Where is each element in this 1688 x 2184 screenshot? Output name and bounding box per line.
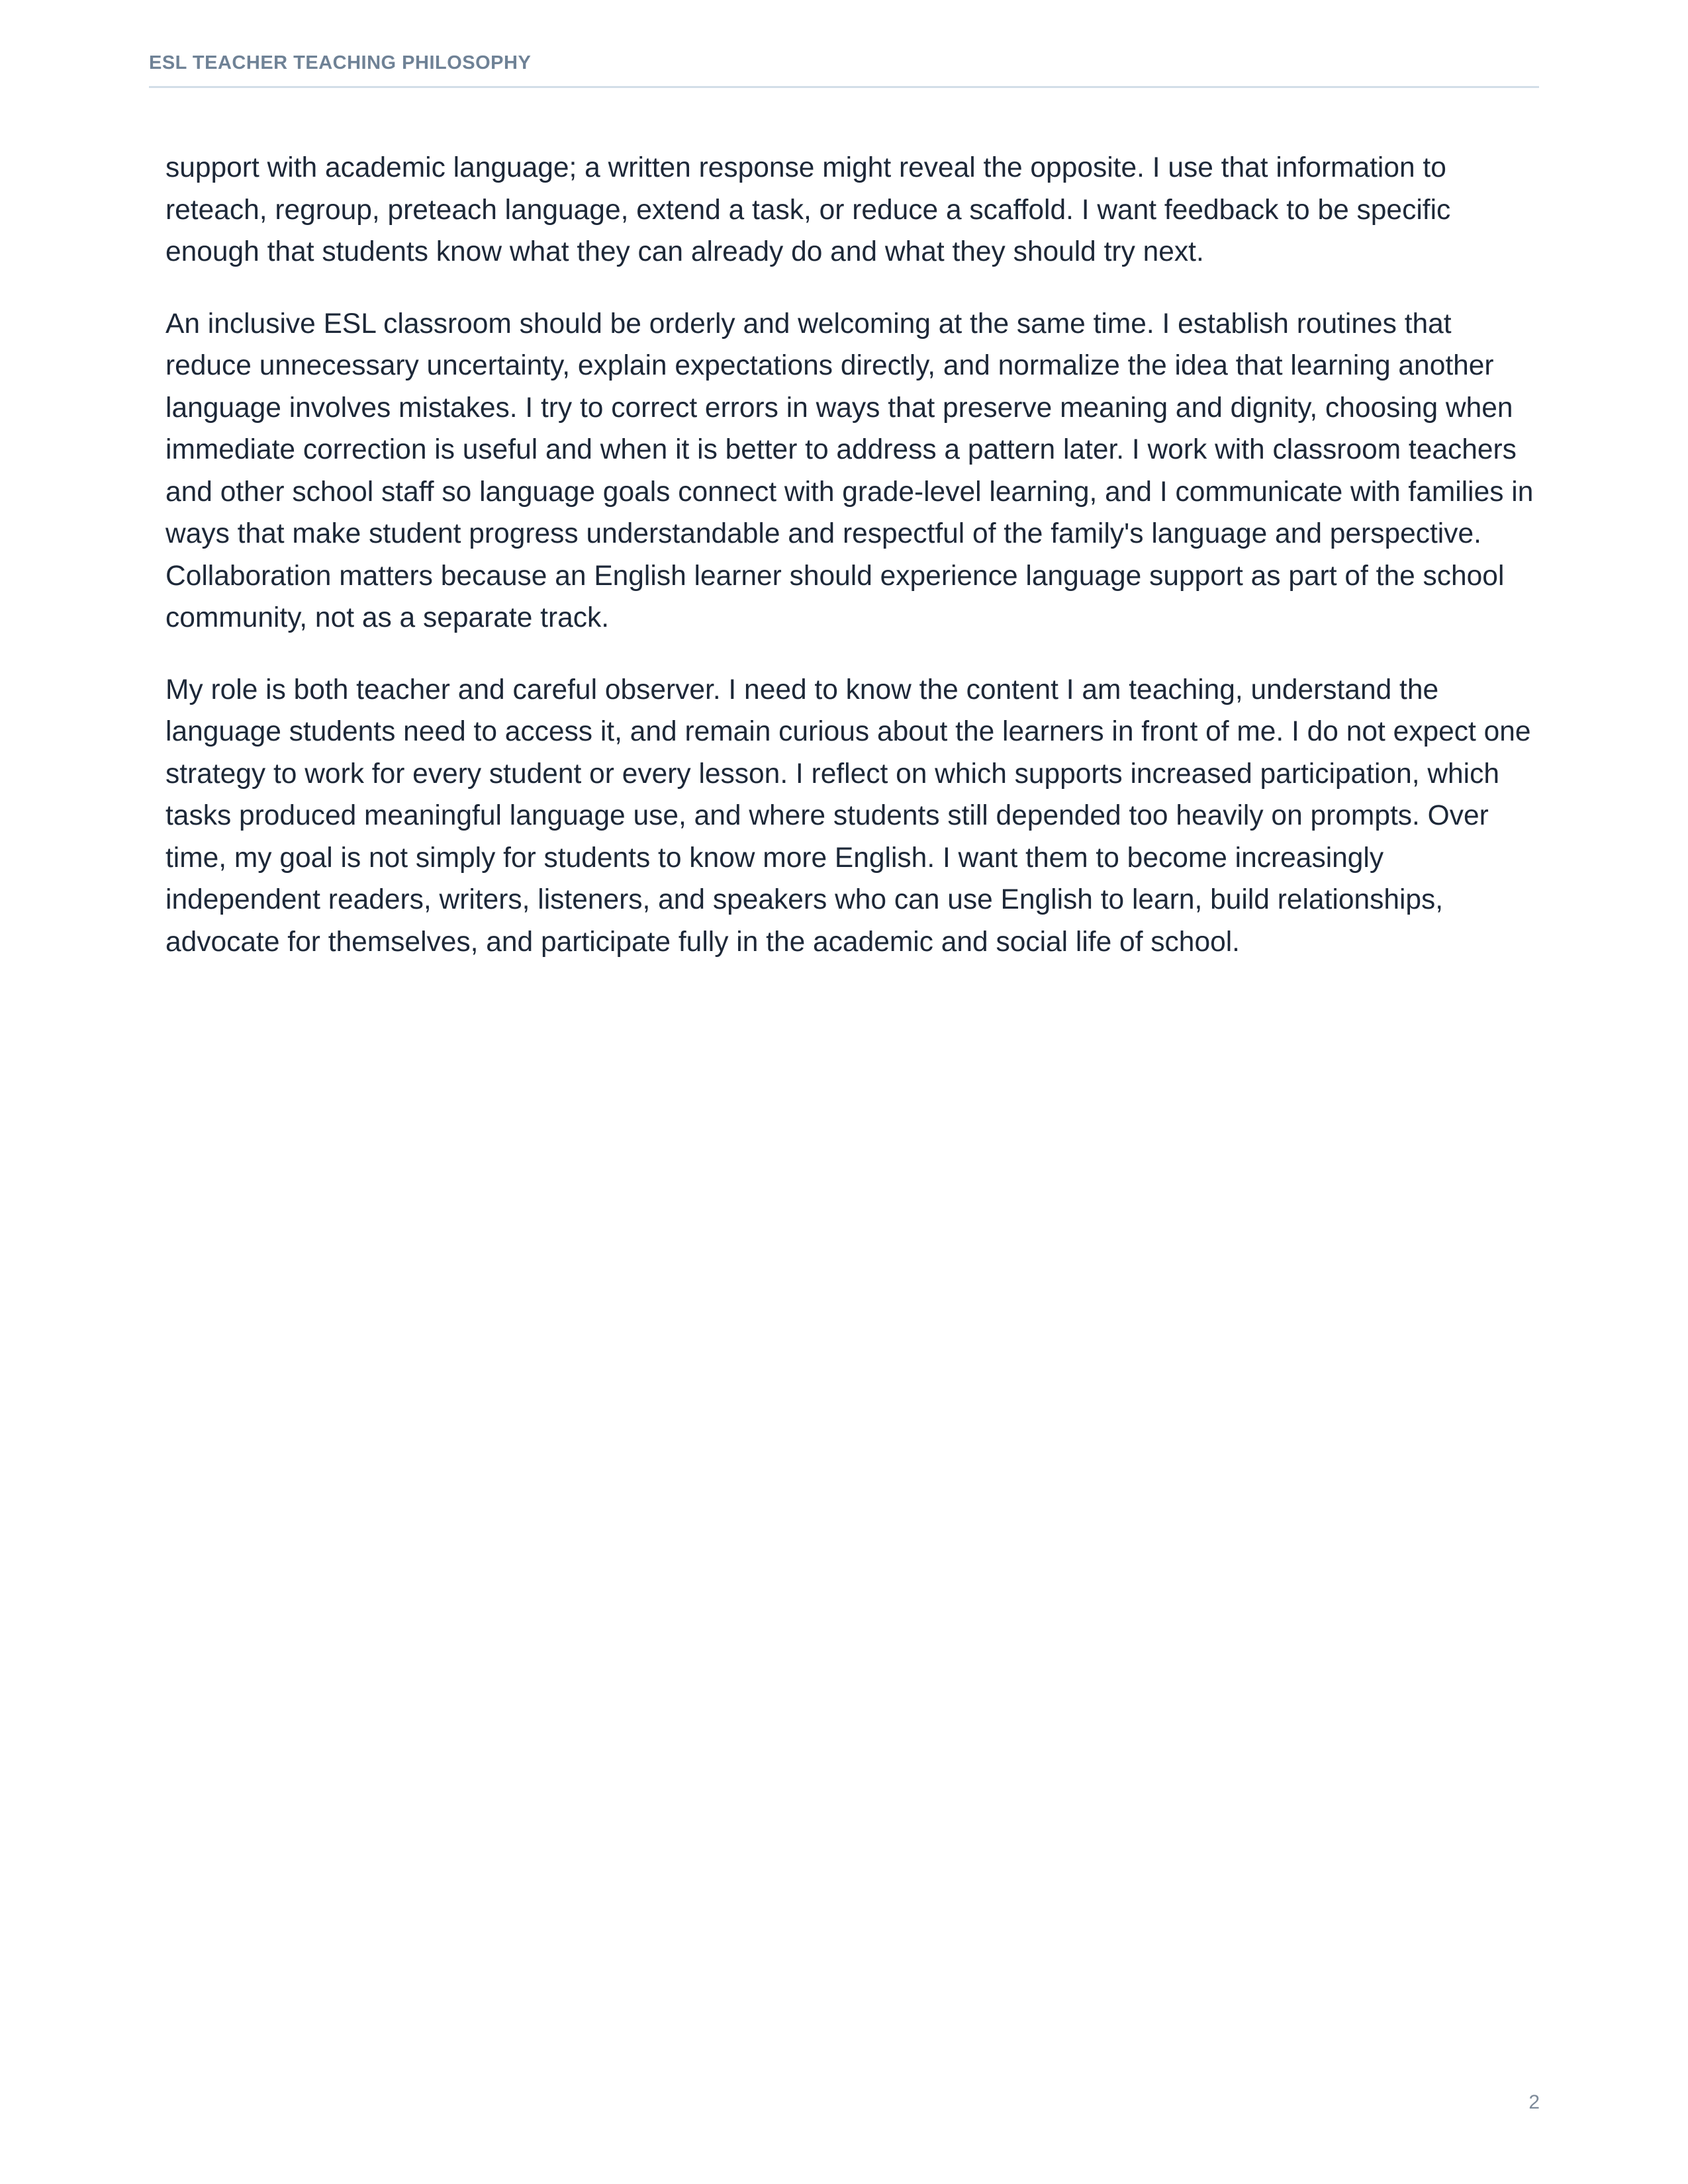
running-header-title: ESL TEACHER TEACHING PHILOSOPHY	[149, 52, 532, 73]
body-text	[165, 147, 1536, 993]
running-header	[149, 52, 1539, 88]
paragraph: My role is both teacher and careful observer. I need to know the content I am teaching, understand the language students need to access it, and remain curious about the learners in front of me. I do not expect one strategy to work for every student or every lesson. I reflect on which supports increased participation, which tasks produced meaningful language use, and where students still depended too heavily on prompts. Over time, my goal is not simply for students to know more English. I want them to become increasingly independent readers, writers, listeners, and speakers who can use English to learn, build relationships, advocate for themselves, and participate fully in the academic and social life of school.	[165, 674, 1531, 958]
paragraph: An inclusive ESL classroom should be orderly and welcoming at the same time. I establish routines that reduce unnecessary uncertainty, explain expectations directly, and normalize the idea that learning another language involves mistakes. I try to correct errors in ways that preserve meaning and dignity, choosing when immediate correction is useful and when it is better to address a pattern later. I work with classroom teachers and other school staff so language goals connect with grade-level learning, and I communicate with families in ways that make student progress understandable and respectful of the family's language and perspective. Collaboration matters because an English learner should experience language support as part of the school community, not as a separate track.	[165, 308, 1534, 633]
paragraph: support with academic language; a written response might reveal the opposite. I use that information to reteach, regroup, preteach language, extend a task, or reduce a scaffold. I want feedback to be specific enough that students know what they can already do and what they should try next.	[165, 152, 1451, 267]
page-number: 2	[1528, 2091, 1540, 2113]
